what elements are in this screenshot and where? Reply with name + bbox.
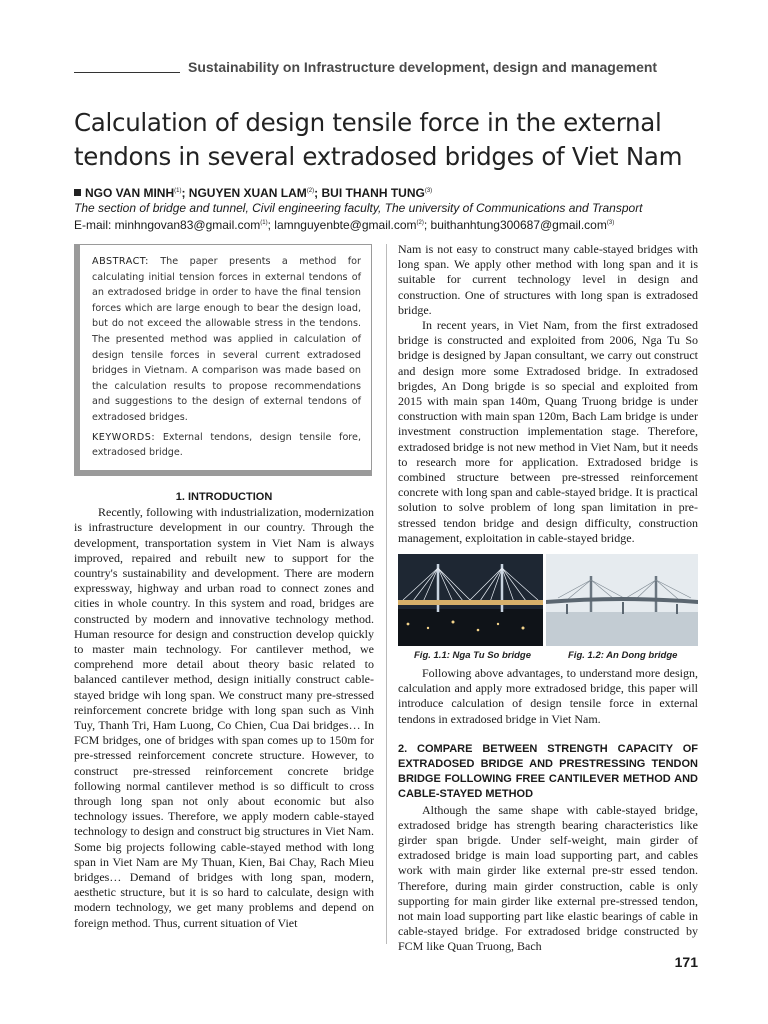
email-3[interactable]: buithanhtung300687@gmail.com (430, 218, 607, 232)
author-block (74, 184, 714, 233)
title-line-1: Calculation of design tensile force in the external (74, 108, 662, 137)
left-column (74, 490, 374, 931)
header-rule (74, 72, 180, 73)
section-1-paragraph-2: In recent years, in Viet Nam, from the first extradosed bridge is constructed and exploited from 2006, Nga Tu So bridge is designed by Japan consultant, we carry out construct and design more some Extradosed bridge. In extradosed brigdes, An Dong brigde is so special and exploited from 2015 with main span 140m, Quang Truong bridge is under construction with main span 120m, Bach Lam bridge is under investment construction implementation stage. Therefore, extradosed bridge is not new method in Viet Nam, but it needs to research more for application. Extradosed bridge is combined structure between pre-stressed reinforcement concrete with long span and cable-stayed bridge. It is practical solution to solve problem of long span limitation in pre-stressed tendon bridge and design difficulty, construction management, exploitation in cable-stayed bridge. (398, 318, 698, 545)
page-number: 171 (674, 954, 698, 970)
section-1-paragraph-3: Following above advantages, to understand more design, calculation and apply more extradosed bridge, this paper will introduce calculation of design tensile force in external tendons in extradosed bridge in Viet Nam. (398, 666, 698, 726)
section-1-paragraph-1: Recently, following with industrialization, modernization is infrastructure development in our country. Through the development, transportation system in Viet Nam is always improved, repaired and rebuilt new to support for the country's sustainability and development. There are modern expressway, highway and urban road to connect zones and cities in whole country. In this system and road, bridges are constructed by modern and innovative technology method. Human resource for design and construction develop quickly to master main technology. For cantilever method, we comprehend more detail about theory basic related to balanced cantilever method, design initially construct cable-stayed bridge wih long span. We construct many pre-stressed reinforcement concrete bridge with long span such as Vinh Tuy, Thanh Tri, Ham Luong, Co Chien, Cua Dai bridges… In FCM bridges, one of bridges with span comes up to 150m for pre-stressed reinforcement concrete structure. However, to construct pre-stressed reinforcement concrete bridge following normal cantilever method is so difficult to cross through long span not only about economic but also technology issues. Therefore, we apply modern cable-stayed technology to design and construct big structures in Viet Nam. Some big projects following cable-stayed method with long span in Viet Nam are My Thuan, Kien, Bai Chay, Rach Mieu bridges… Demand of bridges with long span, modern, aesthetic structure, but it is so hard to calculate, design with modern technology, we get many problems and depend on foreign method. Thus, current situation of Viet (74, 505, 374, 930)
paper-title (74, 106, 714, 174)
author-separator: ; (314, 186, 322, 200)
author-2-sup: (2) (306, 188, 315, 194)
right-column-top (398, 242, 698, 546)
section-1-heading: 1. INTRODUCTION (175, 491, 273, 503)
affiliation: The section of bridge and tunnel, Civil engineering faculty, The university of Communications and Transport (74, 201, 643, 215)
author-separator: ; (181, 186, 189, 200)
email-1[interactable]: minhngovan83@gmail.com (114, 218, 261, 232)
author-3-sup: (3) (424, 188, 433, 194)
abstract-box (74, 244, 372, 476)
email-line (74, 216, 714, 233)
author-1-sup: (1) (174, 188, 182, 194)
figure-1-caption: Fig. 1.1: Nga Tu So bridge (414, 650, 532, 661)
figure-an-dong-bridge (546, 554, 698, 646)
author-1: NGO VAN MINH (85, 186, 175, 200)
section-1-paragraph-1-continued: Nam is not easy to construct many cable-stayed bridges with long span. We apply other method with long span and it is suitable for current technology level in design and construction. One of structures with long span is extradosed bridge. (398, 242, 698, 317)
email-3-sup: (3) (606, 220, 615, 226)
right-column-bottom (398, 666, 698, 955)
email-separator: ; (423, 218, 431, 232)
author-3: BUI THANH TUNG (321, 186, 425, 200)
keywords-paragraph (92, 430, 361, 461)
figure-captions (398, 650, 698, 664)
author-2: NGUYEN XUAN LAM (188, 186, 307, 200)
abstract-text: The paper presents a method for calculating initial tension forces in external tendons of an extradosed bridge in order to have the final tension forces which are large enough to bear the design load, but do not exceed the allowable stress in the tendons. The presented method was applied in calculation of design tensile forces in several current extradosed bridges in Vietnam. A comparison was made based on the calculation results to propose recommendations and suggestions to the design of external tendons of extradosed bridges. (92, 256, 361, 423)
abstract-label: ABSTRACT: (92, 256, 149, 267)
email-label: E-mail: (74, 218, 115, 232)
email-separator: ; (267, 218, 275, 232)
email-2[interactable]: lamnguyenbte@gmail.com (274, 218, 417, 232)
figure-nga-tu-so-bridge (398, 554, 543, 646)
nga-tu-so-bridge-image (398, 554, 543, 646)
keywords-text: External tendons, design tensile fore, extradosed bridge. (92, 431, 361, 459)
figure-2-caption: Fig. 1.2: An Dong bridge (568, 650, 678, 661)
square-bullet-icon (74, 189, 81, 196)
section-2-paragraph-1: Although the same shape with cable-stayed bridge, extradosed bridge has strength bearing characteristics like girder span brigde. Under self-weight, main girder of extradosed bridge is main load supporting part, and cables work with main girder like external pre-str essed tendon. Therefore, during main girder construction, cable is only supporting for main girder like external pre-stressed tendon, not main load supporting part like elastic bearings of cable in cable-stayed bridge. For extradosed bridge constructed by FCM like Quan Truong, Bach (398, 802, 698, 954)
an-dong-bridge-image (546, 554, 698, 646)
email-2-sup: (2) (416, 220, 424, 226)
column-divider (386, 244, 387, 944)
abstract-paragraph (92, 254, 361, 426)
section-2-heading: 2. COMPARE BETWEEN STRENGTH CAPACITY OF EXTRADOSED BRIDGE AND PRESTRESSING TENDON BRIDGE FOLLOWING FREE CANTILEVER METHOD AND CABLE-STAYED METHOD (398, 742, 698, 801)
title-line-2: tendons in several extradosed bridges of Viet Nam (74, 142, 683, 171)
figure-row (398, 554, 698, 646)
running-header: Sustainability on Infrastructure development, design and management (188, 59, 658, 75)
author-names (74, 184, 714, 201)
email-1-sup: (1) (260, 220, 268, 226)
keywords-label: KEYWORDS: (92, 431, 156, 443)
